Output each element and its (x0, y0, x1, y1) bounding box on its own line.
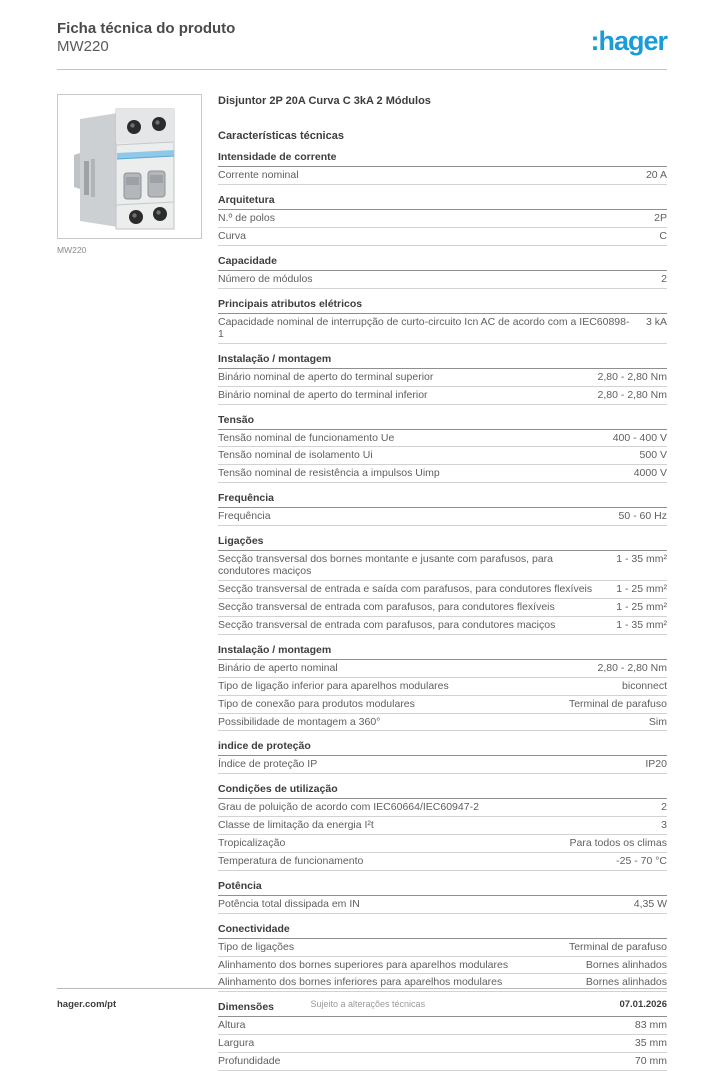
spec-section (218, 535, 667, 635)
spec-section (218, 783, 667, 871)
page-title: Ficha técnica do produto (57, 20, 236, 37)
footer-date: 07.01.2026 (619, 999, 667, 1010)
spec-value: 2P (654, 211, 667, 224)
spec-value: 2 (661, 272, 667, 285)
spec-row (218, 896, 667, 914)
spec-value: -25 - 70 °C (616, 854, 667, 867)
spec-row (218, 1035, 667, 1053)
spec-row (218, 957, 667, 975)
spec-value: 2,80 - 2,80 Nm (597, 370, 667, 383)
spec-section-title: Ligações (218, 535, 667, 551)
spec-row (218, 387, 667, 405)
spec-row (218, 678, 667, 696)
spec-section (218, 492, 667, 526)
spec-value: Terminal de parafuso (568, 697, 667, 710)
spec-row (218, 1053, 667, 1071)
spec-row (218, 508, 667, 526)
product-image-caption: MW220 (57, 245, 87, 255)
spec-value: 2,80 - 2,80 Nm (597, 661, 667, 674)
spec-label: Profundidade (218, 1055, 281, 1067)
spec-section (218, 255, 667, 289)
spec-row (218, 617, 667, 635)
product-image-frame (57, 94, 202, 239)
spec-label: Tensão nominal de isolamento Ui (218, 449, 373, 462)
spec-section-title: indice de proteção (218, 740, 667, 756)
spec-row (218, 430, 667, 448)
spec-label: Curva (218, 229, 247, 242)
spec-label: Altura (218, 1019, 246, 1032)
spec-row (218, 228, 667, 246)
spec-section (218, 923, 667, 993)
spec-label: Alinhamento dos bornes inferiores para aparelhos modulares (218, 976, 503, 989)
hager-logo: :hager (590, 26, 667, 56)
page-footer (57, 988, 667, 1010)
spec-label: Capacidade nominal de interrupção de curto-circuito Icn AC de acordo com a IEC60898-1 (218, 315, 630, 340)
spec-value: IP20 (645, 758, 667, 771)
spec-row (218, 1017, 667, 1035)
spec-row (218, 817, 667, 835)
spec-label: Frequência (218, 510, 271, 523)
spec-label: Tensão nominal de resistência a impulsos Uimp (218, 467, 440, 480)
spec-value: biconnect (622, 679, 667, 692)
spec-section (218, 414, 667, 484)
header-divider (57, 69, 667, 70)
spec-label: Corrente nominal (218, 169, 299, 181)
spec-label: Tipo de ligações (218, 940, 295, 953)
spec-value: Para todos os climas (569, 837, 667, 849)
spec-section-title: Dimensões (218, 1001, 667, 1017)
spec-label: Grau de poluição de acordo com IEC60664/IEC60947-2 (218, 801, 479, 814)
spec-label: Secção transversal de entrada e saída com parafusos, para condutores flexíveis (218, 583, 593, 596)
spec-row (218, 714, 667, 732)
spec-column (218, 94, 667, 1071)
spec-label: Possibilidade de montagem a 360° (218, 715, 381, 728)
spec-row (218, 465, 667, 483)
spec-row (218, 167, 667, 185)
page-header (57, 20, 667, 56)
spec-label: Tropicalização (218, 837, 286, 849)
spec-value: 2 (661, 801, 667, 814)
footer-disclaimer: Sujeito a alterações técnicas (310, 999, 426, 1009)
spec-value: 4000 V (633, 467, 667, 480)
spec-row (218, 447, 667, 465)
spec-section (218, 740, 667, 774)
footer-website: hager.com/pt (57, 999, 117, 1010)
spec-section-title: Conectividade (218, 923, 667, 939)
spec-label: Classe de limitação da energia I²t (218, 819, 374, 832)
spec-row (218, 756, 667, 774)
spec-value: C (659, 229, 667, 242)
spec-section (218, 1001, 667, 1071)
spec-value: 2,80 - 2,80 Nm (597, 388, 667, 401)
spec-label: Potência total dissipada em IN (218, 897, 360, 910)
spec-row (218, 271, 667, 289)
spec-label: Tipo de ligação inferior para aparelhos modulares (218, 679, 449, 692)
spec-value: 500 V (639, 449, 667, 462)
spec-value: 400 - 400 V (612, 431, 667, 444)
spec-value: Bornes alinhados (585, 976, 667, 989)
header-titles (57, 20, 235, 56)
spec-row (218, 660, 667, 678)
spec-section-title: Principais atributos elétricos (218, 298, 667, 314)
spec-value: 83 mm (634, 1019, 667, 1032)
spec-row (218, 696, 667, 714)
spec-row (218, 581, 667, 599)
spec-section-title: Arquitetura (218, 194, 667, 210)
spec-section (218, 644, 667, 732)
spec-section (218, 151, 667, 185)
spec-value: 1 - 35 mm² (616, 619, 667, 631)
spec-section-title: Instalação / montagem (218, 644, 667, 660)
spec-label: Secção transversal dos bornes montante e jusante com parafusos, para condutores maciços (218, 553, 554, 578)
spec-section-title: Capacidade (218, 255, 667, 271)
spec-label: Secção transversal de entrada com parafusos, para condutores maciços (218, 619, 556, 631)
spec-row (218, 799, 667, 817)
spec-label: Número de módulos (218, 272, 313, 285)
product-image-column (57, 94, 218, 1071)
spec-value: 20 A (645, 169, 667, 181)
spec-value: 70 mm (634, 1055, 667, 1067)
spec-value: 3 kA (645, 315, 667, 328)
spec-value: 1 - 25 mm² (616, 583, 667, 596)
spec-value: 1 - 25 mm² (616, 601, 667, 614)
spec-row (218, 853, 667, 871)
spec-label: Binário nominal de aperto do terminal superior (218, 370, 434, 383)
spec-table (218, 151, 667, 1071)
circuit-breaker-photo (64, 101, 196, 233)
spec-value: 3 (661, 819, 667, 832)
spec-row (218, 369, 667, 387)
spec-value: 1 - 35 mm² (616, 553, 667, 565)
spec-label: Binário nominal de aperto do terminal inferior (218, 388, 428, 401)
spec-section (218, 194, 667, 246)
spec-label: Tensão nominal de funcionamento Ue (218, 431, 395, 444)
spec-row (218, 835, 667, 853)
spec-section-title: Frequência (218, 492, 667, 508)
spec-section-title: Potência (218, 880, 667, 896)
characteristics-heading: Características técnicas (218, 130, 344, 142)
spec-section (218, 298, 667, 344)
product-description: Disjuntor 2P 20A Curva C 3kA 2 Módulos (218, 95, 431, 107)
spec-row (218, 210, 667, 228)
spec-label: Binário de aperto nominal (218, 661, 338, 674)
spec-label: Alinhamento dos bornes superiores para aparelhos modulares (218, 958, 509, 971)
spec-section-title: Intensidade de corrente (218, 151, 667, 167)
spec-section (218, 353, 667, 405)
spec-label: Secção transversal de entrada com parafusos, para condutores flexíveis (218, 601, 555, 614)
spec-value: 50 - 60 Hz (618, 510, 667, 523)
spec-section-title: Tensão (218, 414, 667, 430)
spec-row (218, 599, 667, 617)
spec-value: 4,35 W (633, 897, 667, 910)
spec-section-title: Instalação / montagem (218, 353, 667, 369)
spec-row (218, 314, 667, 344)
spec-row (218, 551, 667, 581)
spec-label: N.º de polos (218, 211, 275, 224)
spec-label: Tipo de conexão para produtos modulares (218, 697, 415, 710)
footer-divider (57, 988, 667, 989)
spec-label: Largura (218, 1037, 255, 1050)
spec-label: Temperatura de funcionamento (218, 854, 364, 867)
content-area (57, 94, 667, 1071)
spec-section (218, 880, 667, 914)
product-reference: MW220 (57, 38, 109, 55)
spec-value: 35 mm (634, 1037, 667, 1050)
spec-value: Sim (648, 715, 667, 728)
spec-value: Terminal de parafuso (568, 940, 667, 953)
spec-row (218, 939, 667, 957)
spec-value: Bornes alinhados (585, 958, 667, 971)
spec-section-title: Condições de utilização (218, 783, 667, 799)
spec-label: Índice de proteção IP (218, 758, 318, 771)
